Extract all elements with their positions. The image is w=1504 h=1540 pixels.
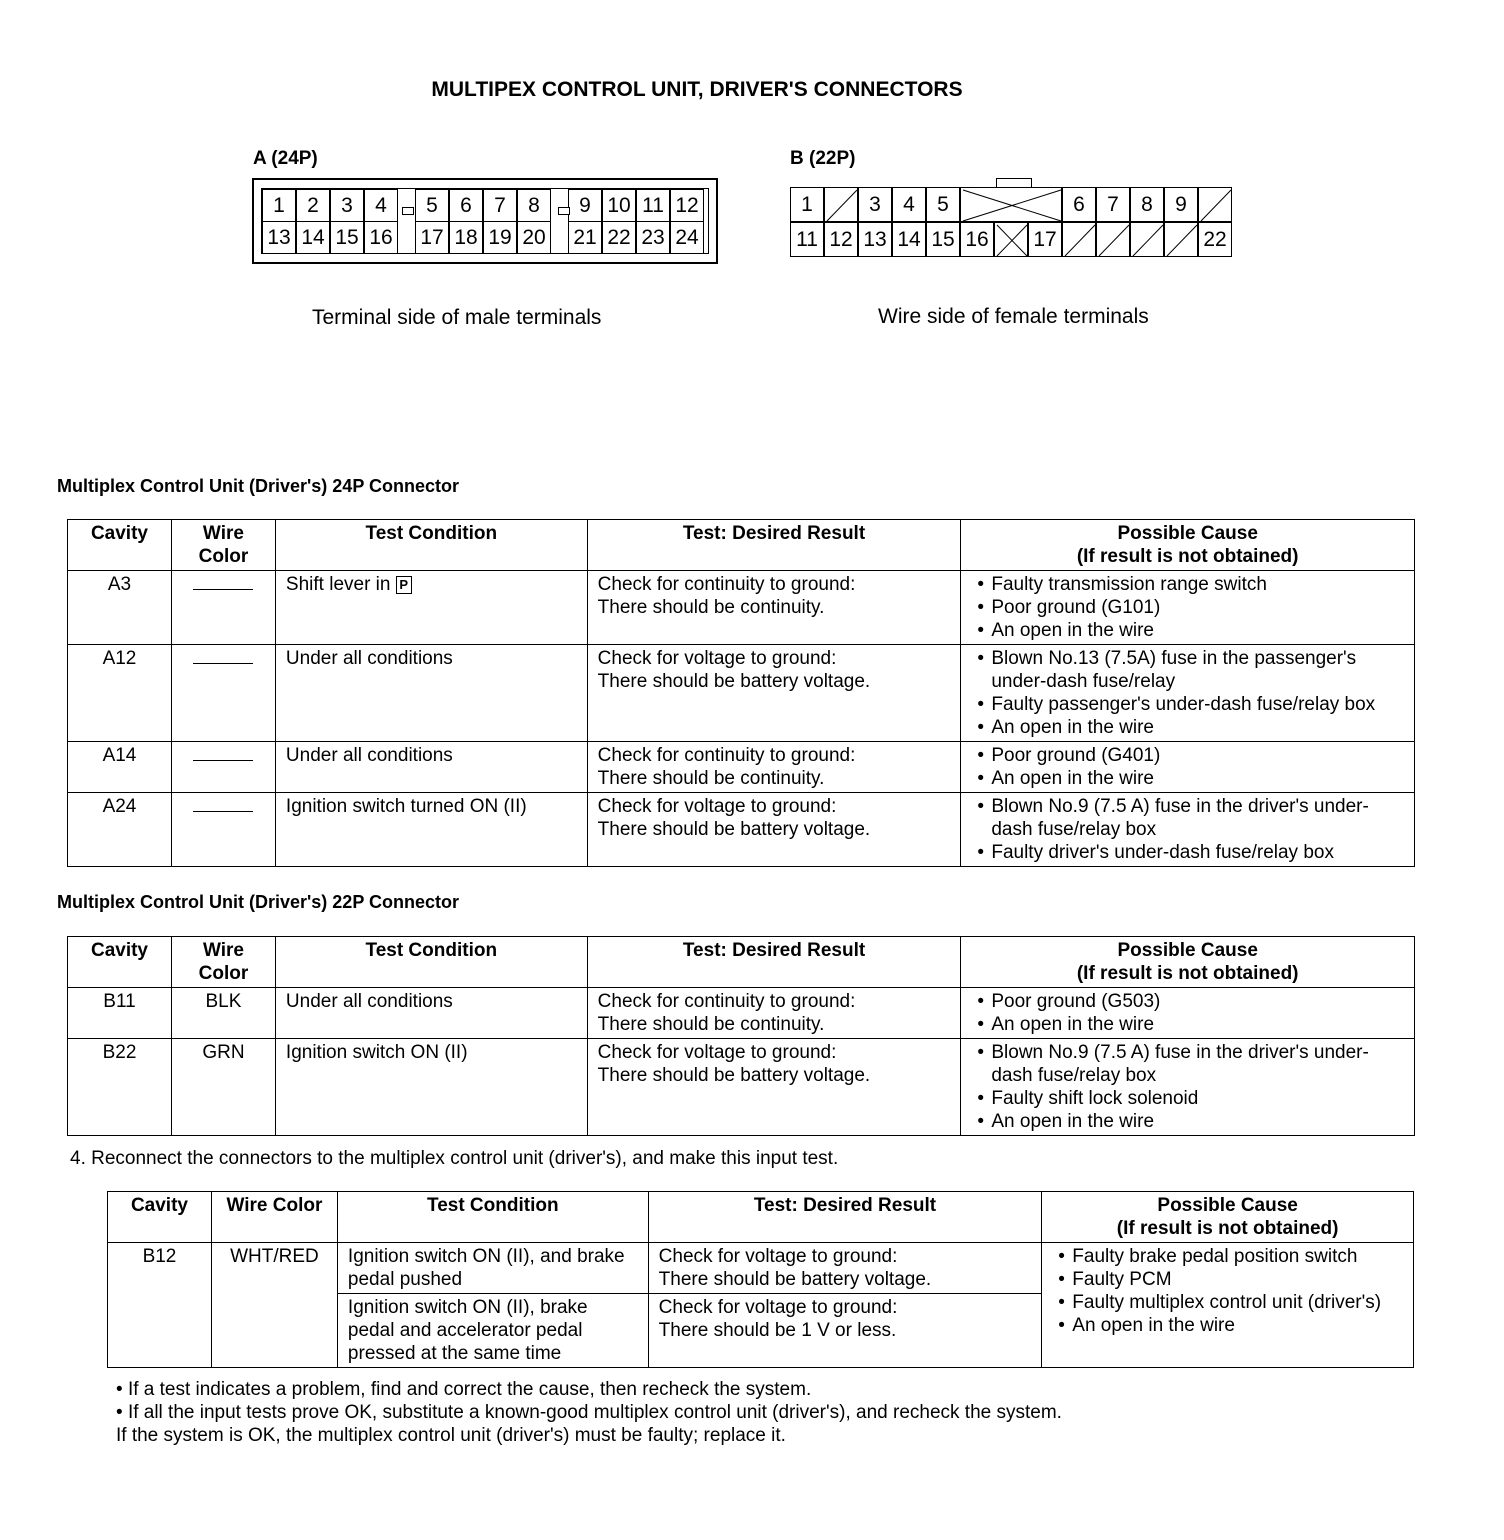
- desired-result-cell: Check for continuity to ground: There should be continuity.: [587, 988, 961, 1039]
- connector-a-pin: 2: [296, 189, 330, 222]
- cavity-cell: B12: [108, 1243, 212, 1368]
- connector-a-pin: 22: [602, 221, 636, 254]
- connector-b-pin: 12: [824, 222, 858, 257]
- header-test-condition: Test Condition: [337, 1192, 648, 1243]
- cavity-cell: A24: [68, 793, 172, 867]
- page-title: MULTIPEX CONTROL UNIT, DRIVER'S CONNECTORS: [431, 78, 963, 101]
- header-test-condition: Test Condition: [275, 520, 587, 571]
- connector-a-pin: 24: [670, 221, 704, 254]
- connector-b-pin: 9: [1164, 187, 1198, 222]
- desired-result-cell: Check for voltage to ground: There should be battery voltage.: [587, 645, 961, 742]
- header-possible-cause: Possible Cause (If result is not obtained): [961, 937, 1415, 988]
- connector-a-pin: 4: [364, 189, 398, 222]
- connector-b-pin: 8: [1130, 187, 1164, 222]
- connector-b-label: B (22P): [790, 148, 856, 169]
- connector-b-pin: 15: [926, 222, 960, 257]
- possible-cause-cell: • Faulty transmission range switch • Poor ground (G101) • An open in the wire: [961, 571, 1415, 645]
- connector-a-pin: 9: [568, 189, 602, 222]
- connector-a-pin: 1: [262, 189, 296, 222]
- connector-a-key: [558, 207, 570, 215]
- connector-b-pin: [1096, 222, 1130, 257]
- possible-cause-cell: • Blown No.9 (7.5 A) fuse in the driver's under-dash fuse/relay box • Faulty shift lock solenoid • An open in the wire: [961, 1039, 1415, 1136]
- connector-b-pin: 11: [790, 222, 824, 257]
- cavity-cell: A3: [68, 571, 172, 645]
- possible-cause-cell: • Poor ground (G503) • An open in the wire: [961, 988, 1415, 1039]
- connector-a-pin: 7: [483, 189, 517, 222]
- notes: [98, 1378, 1062, 1447]
- connector-b-pin: 22: [1198, 222, 1232, 257]
- cavity-cell: A12: [68, 645, 172, 742]
- connector-b-pin: 16: [960, 222, 994, 257]
- table-row: [68, 1039, 1415, 1136]
- test-condition-cell: Under all conditions: [275, 988, 587, 1039]
- desired-result-cell: Check for voltage to ground: There should be battery voltage.: [648, 1243, 1042, 1294]
- test-condition-cell: Ignition switch ON (II): [275, 1039, 587, 1136]
- table-row: [68, 988, 1415, 1039]
- connector-a-pin: 18: [449, 221, 483, 254]
- note-item: If the system is OK, the multiplex control unit (driver's) must be faulty; replace it.: [116, 1425, 786, 1446]
- header-cavity: Cavity: [68, 937, 172, 988]
- connector-b-pin: 14: [892, 222, 926, 257]
- test-condition-cell: Ignition switch turned ON (II): [275, 793, 587, 867]
- header-test-condition: Test Condition: [275, 937, 587, 988]
- cavity-cell: B22: [68, 1039, 172, 1136]
- table3-header-row: [108, 1192, 1414, 1243]
- header-possible-cause: Possible Cause (If result is not obtained): [1042, 1192, 1414, 1243]
- possible-cause-cell: • Blown No.13 (7.5A) fuse in the passenger's under-dash fuse/relay • Faulty passenger's under-dash fuse/relay box • An open in the wire: [961, 645, 1415, 742]
- wire-color-cell: BLK: [171, 988, 275, 1039]
- wire-color-cell: GRN: [171, 1039, 275, 1136]
- table1-24p: [67, 519, 1415, 867]
- note-item: • If all the input tests prove OK, substitute a known-good multiplex control unit (driver's), and recheck the system.: [116, 1402, 1062, 1423]
- header-wire-color: Wire Color: [171, 520, 275, 571]
- desired-result-cell: Check for continuity to ground: There should be continuity.: [587, 742, 961, 793]
- connector-a-pin: 23: [636, 221, 670, 254]
- connector-a-label: A (24P): [253, 148, 318, 169]
- connector-a-pin: 8: [517, 189, 551, 222]
- wire-color-cell: [171, 793, 275, 867]
- connector-a-key: [402, 207, 414, 215]
- header-desired-result: Test: Desired Result: [587, 937, 961, 988]
- wire-color-cell: WHT/RED: [211, 1243, 337, 1368]
- connector-a-diagram: [252, 178, 718, 264]
- possible-cause-cell: • Poor ground (G401) • An open in the wire: [961, 742, 1415, 793]
- connector-a-pin: 5: [415, 189, 449, 222]
- connector-b-pin: 6: [1062, 187, 1096, 222]
- table-row: [68, 645, 1415, 742]
- connector-b-pin: [1130, 222, 1164, 257]
- connector-b-pin: 7: [1096, 187, 1130, 222]
- header-desired-result: Test: Desired Result: [587, 520, 961, 571]
- wire-color-cell: [171, 645, 275, 742]
- connector-a-pin: 20: [517, 221, 551, 254]
- wire-color-cell: [171, 742, 275, 793]
- header-wire-color: Wire Color: [171, 937, 275, 988]
- connector-b-pin: 13: [858, 222, 892, 257]
- desired-result-cell: Check for voltage to ground: There should be battery voltage.: [587, 1039, 961, 1136]
- connector-b-pin: [824, 187, 858, 222]
- test-condition-cell: Ignition switch ON (II), and brake pedal pushed: [337, 1243, 648, 1294]
- table1-header-row: [68, 520, 1415, 571]
- connector-b-pin: 3: [858, 187, 892, 222]
- connector-a-pin: 6: [449, 189, 483, 222]
- desired-result-cell: Check for continuity to ground: There should be continuity.: [587, 571, 961, 645]
- note-item: • If a test indicates a problem, find and correct the cause, then recheck the system.: [116, 1379, 812, 1400]
- connector-a-pin: 14: [296, 221, 330, 254]
- connector-a-pin: 3: [330, 189, 364, 222]
- possible-cause-cell: • Blown No.9 (7.5 A) fuse in the driver's under-dash fuse/relay box • Faulty driver's under-dash fuse/relay box: [961, 793, 1415, 867]
- table-row: [68, 742, 1415, 793]
- test-condition-cell: Under all conditions: [275, 742, 587, 793]
- desired-result-cell: Check for voltage to ground: There should be battery voltage.: [587, 793, 961, 867]
- header-wire-color: Wire Color: [211, 1192, 337, 1243]
- connector-b-pin: [1198, 187, 1232, 222]
- header-cavity: Cavity: [68, 520, 172, 571]
- table-row: [108, 1243, 1414, 1294]
- connector-b-caption: Wire side of female terminals: [878, 305, 1149, 328]
- connector-b-pin: 4: [892, 187, 926, 222]
- connector-a-pin: 13: [262, 221, 296, 254]
- header-cavity: Cavity: [108, 1192, 212, 1243]
- test-condition-cell: Under all conditions: [275, 645, 587, 742]
- table1-title: Multiplex Control Unit (Driver's) 24P Connector: [57, 476, 459, 496]
- connector-b-pin: 5: [926, 187, 960, 222]
- connector-b-pin: [960, 187, 1062, 222]
- connector-b-pin: [1062, 222, 1096, 257]
- connector-a-pin: 10: [602, 189, 636, 222]
- test-condition-cell: Shift lever in P: [275, 571, 587, 645]
- table3-input-test: [107, 1191, 1414, 1368]
- possible-cause-cell: • Faulty brake pedal position switch • Faulty PCM • Faulty multiplex control unit (driver's) • An open in the wire: [1042, 1243, 1414, 1368]
- connector-a-pin: 12: [670, 189, 704, 222]
- table2-22p: [67, 936, 1415, 1136]
- connector-b-pin: [994, 222, 1028, 257]
- connector-a-pin: 15: [330, 221, 364, 254]
- header-possible-cause: Possible Cause (If result is not obtained): [961, 520, 1415, 571]
- connector-a-caption: Terminal side of male terminals: [312, 306, 602, 329]
- connector-b-pin: 1: [790, 187, 824, 222]
- connector-a-pin: 19: [483, 221, 517, 254]
- table-row: [68, 571, 1415, 645]
- connector-a-pin: 21: [568, 221, 602, 254]
- connector-a-pin: 16: [364, 221, 398, 254]
- connector-b-pin: 17: [1028, 222, 1062, 257]
- connector-b-pin: [1164, 222, 1198, 257]
- wire-color-cell: [171, 571, 275, 645]
- table2-title: Multiplex Control Unit (Driver's) 22P Connector: [57, 892, 459, 912]
- header-desired-result: Test: Desired Result: [648, 1192, 1042, 1243]
- desired-result-cell: Check for voltage to ground: There should be 1 V or less.: [648, 1294, 1042, 1368]
- connector-a-pin: 11: [636, 189, 670, 222]
- connector-b-diagram: [790, 187, 1236, 257]
- table-row: [68, 793, 1415, 867]
- test-condition-cell: Ignition switch ON (II), brake pedal and accelerator pedal pressed at the same time: [337, 1294, 648, 1368]
- park-position-icon: P: [396, 576, 412, 594]
- cavity-cell: B11: [68, 988, 172, 1039]
- step-4-instruction: 4. Reconnect the connectors to the multiplex control unit (driver's), and make this input test.: [70, 1148, 839, 1169]
- table2-header-row: [68, 937, 1415, 988]
- cavity-cell: A14: [68, 742, 172, 793]
- connector-a-pin: 17: [415, 221, 449, 254]
